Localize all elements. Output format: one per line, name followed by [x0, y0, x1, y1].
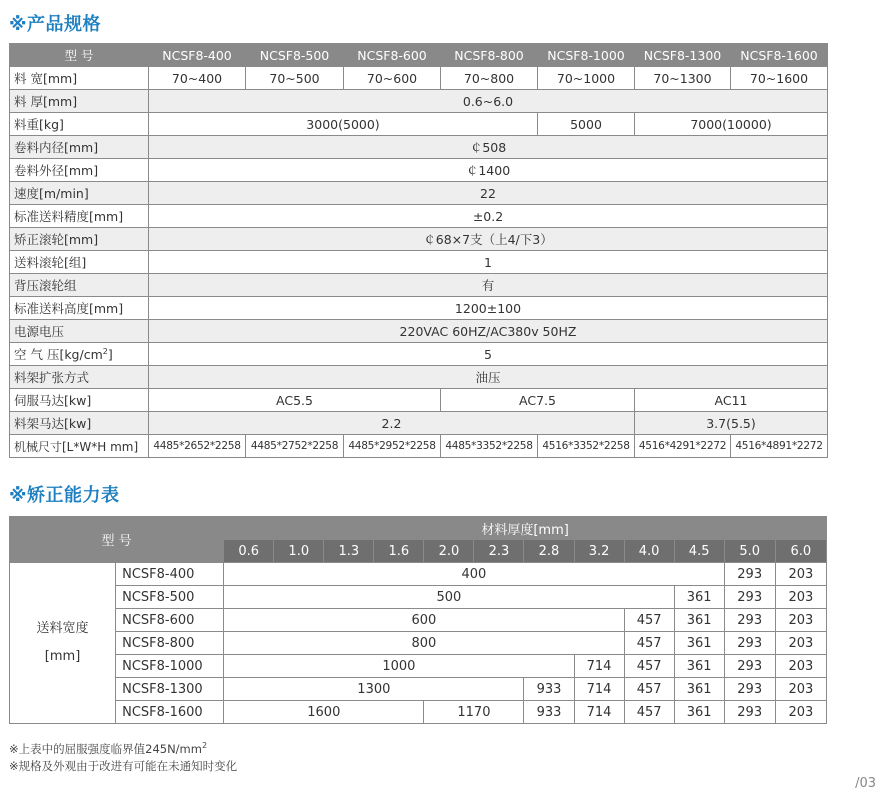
capacity-row — [10, 678, 827, 701]
capacity-value: 361 — [674, 609, 724, 632]
product-spec-table — [9, 43, 828, 458]
spec-label: 机械尺寸[L*W*H mm] — [10, 435, 149, 458]
spec-value: 7000(10000) — [635, 113, 828, 136]
capacity-model: NCSF8-1600 — [116, 701, 224, 724]
capacity-value: 1600 — [224, 701, 424, 724]
capacity-value: 933 — [524, 701, 574, 724]
spec-header-row — [10, 44, 828, 67]
spec-label: 标准送料高度[mm] — [10, 297, 149, 320]
spec-value: 4516*3352*2258 — [538, 435, 635, 458]
capacity-section-title: ※矫正能力表 — [9, 485, 120, 506]
capacity-value: 203 — [775, 632, 826, 655]
spec-value: 70~1000 — [538, 67, 635, 90]
spec-value: 70~1300 — [635, 67, 731, 90]
thickness-col-header: 6.0 — [775, 540, 826, 563]
thickness-col-header: 4.0 — [624, 540, 674, 563]
spec-value: 5 — [149, 343, 828, 366]
spec-label: 背压滚轮组 — [10, 274, 149, 297]
spec-value: 70~500 — [246, 67, 344, 90]
spec-value: ￠508 — [149, 136, 828, 159]
capacity-row — [10, 586, 827, 609]
thickness-col-header: 1.0 — [274, 540, 324, 563]
spec-label-text: ] — [107, 347, 113, 362]
spec-value: 22 — [149, 182, 828, 205]
capacity-value: 293 — [724, 632, 775, 655]
thickness-col-header: 3.2 — [574, 540, 624, 563]
spec-value: 0.6~6.0 — [149, 90, 828, 113]
straightening-capacity-table — [9, 516, 827, 724]
capacity-value: 361 — [674, 701, 724, 724]
capacity-row — [10, 701, 827, 724]
spec-value: 5000 — [538, 113, 635, 136]
capacity-value: 293 — [724, 701, 775, 724]
capacity-value: 800 — [224, 632, 624, 655]
model-header: NCSF8-1000 — [538, 44, 635, 67]
spec-label: 速度[m/min] — [10, 182, 149, 205]
capacity-value: 203 — [775, 586, 826, 609]
spec-value: 1 — [149, 251, 828, 274]
spec-value: 4485*3352*2258 — [441, 435, 538, 458]
capacity-model: NCSF8-500 — [116, 586, 224, 609]
spec-row-air — [10, 343, 828, 366]
spec-row-servo — [10, 389, 828, 412]
capacity-value: 1300 — [224, 678, 524, 701]
capacity-row — [10, 609, 827, 632]
capacity-value: 203 — [775, 678, 826, 701]
model-header: NCSF8-800 — [441, 44, 538, 67]
capacity-value: 361 — [674, 632, 724, 655]
capacity-value: 203 — [775, 563, 826, 586]
thickness-col-header: 5.0 — [724, 540, 775, 563]
spec-row-accuracy — [10, 205, 828, 228]
capacity-value: 361 — [674, 586, 724, 609]
thickness-col-header: 1.6 — [374, 540, 424, 563]
capacity-value: 293 — [724, 678, 775, 701]
capacity-value: 457 — [624, 655, 674, 678]
feed-width-label-unit: [mm] — [44, 649, 81, 664]
capacity-value: 714 — [574, 678, 624, 701]
spec-label: 电源电压 — [10, 320, 149, 343]
capacity-value: 293 — [724, 609, 775, 632]
spec-label: 伺服马达[kw] — [10, 389, 149, 412]
model-header: NCSF8-1600 — [731, 44, 828, 67]
spec-header-label: 型 号 — [10, 44, 149, 67]
spec-value: ￠1400 — [149, 159, 828, 182]
feed-width-label — [10, 563, 116, 724]
spec-value: 220VAC 60HZ/AC380v 50HZ — [149, 320, 828, 343]
capacity-row — [10, 632, 827, 655]
thickness-col-header: 4.5 — [674, 540, 724, 563]
capacity-value: 1000 — [224, 655, 574, 678]
capacity-value: 400 — [224, 563, 724, 586]
spec-value: 4485*2952*2258 — [344, 435, 441, 458]
capacity-value: 293 — [724, 655, 775, 678]
superscript: 2 — [201, 741, 208, 750]
capacity-row — [10, 655, 827, 678]
capacity-value: 293 — [724, 586, 775, 609]
capacity-value: 203 — [775, 609, 826, 632]
capacity-value: 1170 — [424, 701, 524, 724]
spec-label: 矫正滚轮[mm] — [10, 228, 149, 251]
spec-row-rack-motor — [10, 412, 828, 435]
capacity-value: 457 — [624, 632, 674, 655]
spec-row-thickness — [10, 90, 828, 113]
capacity-row — [10, 563, 827, 586]
spec-label: 料 厚[mm] — [10, 90, 149, 113]
thickness-col-header: 2.3 — [474, 540, 524, 563]
spec-value: 有 — [149, 274, 828, 297]
spec-row-power — [10, 320, 828, 343]
spec-row-feed-roll — [10, 251, 828, 274]
footnote: ※规格及外观由于改进有可能在未通知时变化 — [9, 758, 238, 773]
spec-value: 70~600 — [344, 67, 441, 90]
spec-label-text: 空 气 压[kg/cm — [14, 347, 103, 362]
spec-value: 4485*2752*2258 — [246, 435, 344, 458]
spec-value: ±0.2 — [149, 205, 828, 228]
capacity-model: NCSF8-600 — [116, 609, 224, 632]
spec-row-expand — [10, 366, 828, 389]
capacity-header-row — [10, 517, 827, 540]
thickness-col-header: 2.8 — [524, 540, 574, 563]
capacity-value: 457 — [624, 678, 674, 701]
thickness-col-header: 1.3 — [324, 540, 374, 563]
spec-value: 1200±100 — [149, 297, 828, 320]
spec-row-back-roll — [10, 274, 828, 297]
capacity-value: 500 — [224, 586, 674, 609]
spec-label: 料架扩张方式 — [10, 366, 149, 389]
feed-width-label-line: 送料宽度 — [36, 621, 89, 636]
spec-value: 2.2 — [149, 412, 635, 435]
spec-label: 标准送料精度[mm] — [10, 205, 149, 228]
spec-row-feed-height — [10, 297, 828, 320]
capacity-value: 714 — [574, 701, 624, 724]
capacity-value: 203 — [775, 701, 826, 724]
page-number: /03 — [855, 776, 876, 791]
spec-row-coil-od — [10, 159, 828, 182]
spec-label: 料 宽[mm] — [10, 67, 149, 90]
footnote-text: ※上表中的屈服强度临界值245N/mm — [9, 741, 202, 756]
footnote — [9, 737, 237, 758]
spec-row-dims — [10, 435, 828, 458]
spec-value: 4485*2652*2258 — [149, 435, 246, 458]
spec-value: 3.7(5.5) — [635, 412, 828, 435]
thickness-header: 材料厚度[mm] — [224, 517, 827, 540]
spec-value: AC5.5 — [149, 389, 441, 412]
model-header: NCSF8-600 — [344, 44, 441, 67]
spec-value: AC11 — [635, 389, 828, 412]
capacity-value: 361 — [674, 678, 724, 701]
capacity-value: 714 — [574, 655, 624, 678]
capacity-value: 361 — [674, 655, 724, 678]
spec-section-title: ※产品规格 — [9, 14, 101, 35]
spec-row-coil-id — [10, 136, 828, 159]
spec-row-straighten — [10, 228, 828, 251]
spec-value: AC7.5 — [441, 389, 635, 412]
spec-label: 卷料内径[mm] — [10, 136, 149, 159]
model-header: NCSF8-1300 — [635, 44, 731, 67]
spec-value: 3000(5000) — [149, 113, 538, 136]
spec-value: ￠68×7支（上4/下3） — [149, 228, 828, 251]
capacity-model: NCSF8-400 — [116, 563, 224, 586]
capacity-value: 933 — [524, 678, 574, 701]
spec-value: 4516*4291*2272 — [635, 435, 731, 458]
capacity-value: 203 — [775, 655, 826, 678]
spec-value: 70~1600 — [731, 67, 828, 90]
capacity-value: 600 — [224, 609, 624, 632]
spec-value: 70~800 — [441, 67, 538, 90]
spec-row-speed — [10, 182, 828, 205]
thickness-col-header: 2.0 — [424, 540, 474, 563]
spec-label: 送料滚轮[组] — [10, 251, 149, 274]
spec-value: 油压 — [149, 366, 828, 389]
capacity-model: NCSF8-800 — [116, 632, 224, 655]
thickness-col-header: 0.6 — [224, 540, 274, 563]
spec-value: 70~400 — [149, 67, 246, 90]
spec-label: 卷料外径[mm] — [10, 159, 149, 182]
capacity-value: 293 — [724, 563, 775, 586]
footnotes — [9, 737, 237, 775]
capacity-model: NCSF8-1300 — [116, 678, 224, 701]
spec-row-width — [10, 67, 828, 90]
spec-value: 4516*4891*2272 — [731, 435, 828, 458]
spec-label: 料架马达[kw] — [10, 412, 149, 435]
capacity-value: 457 — [624, 701, 674, 724]
model-header: NCSF8-400 — [149, 44, 246, 67]
model-header: NCSF8-500 — [246, 44, 344, 67]
spec-row-weight — [10, 113, 828, 136]
capacity-value: 457 — [624, 609, 674, 632]
spec-label — [10, 343, 149, 366]
spec-label: 料重[kg] — [10, 113, 149, 136]
superscript: 2 — [102, 346, 108, 356]
capacity-model: NCSF8-1000 — [116, 655, 224, 678]
model-header: 型 号 — [10, 517, 224, 563]
